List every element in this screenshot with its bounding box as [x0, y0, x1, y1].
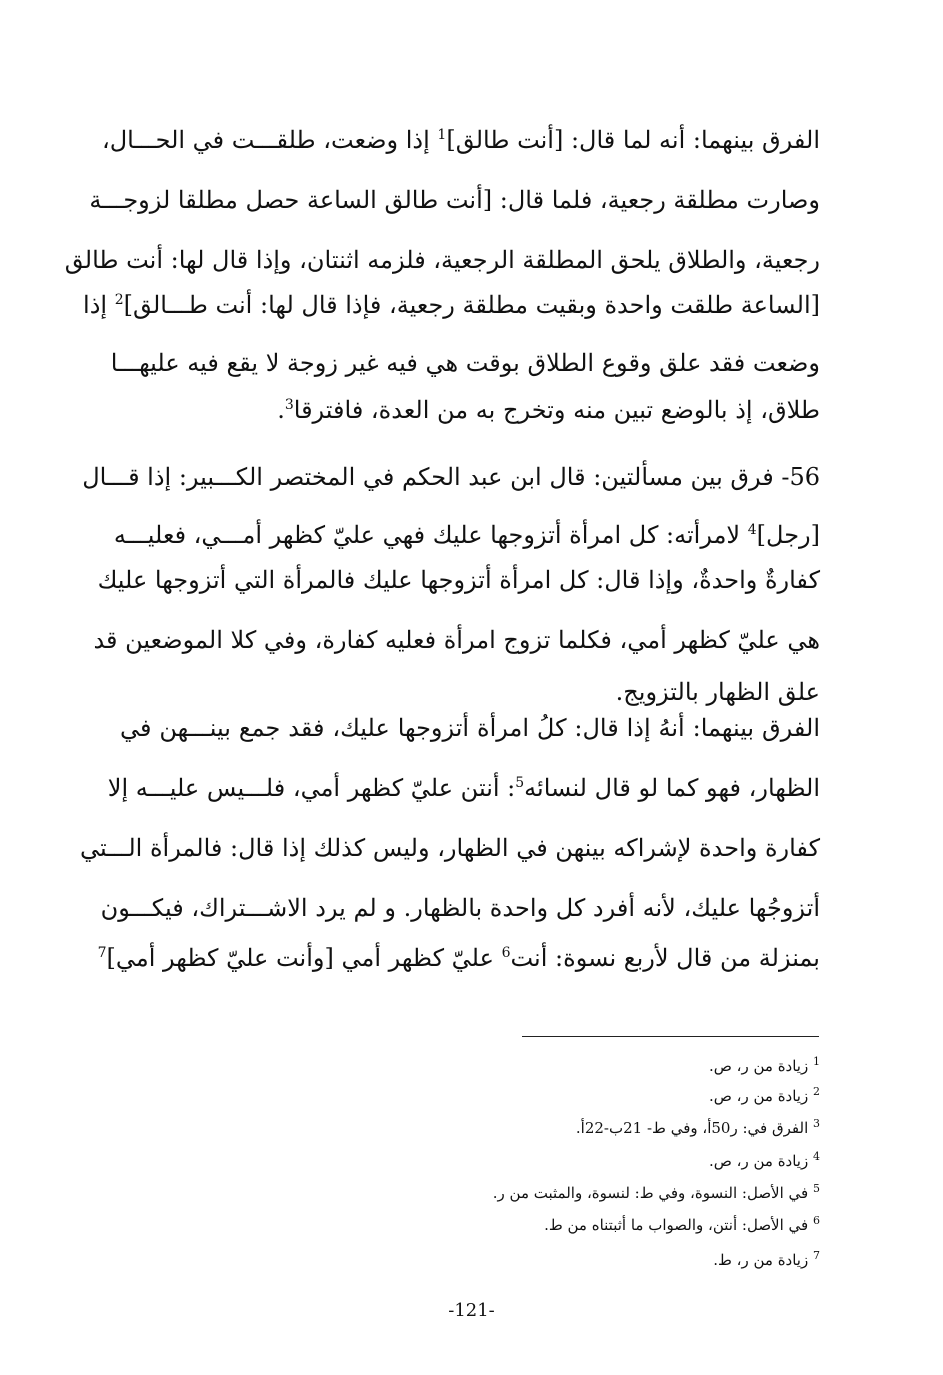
footnote-ref: 5	[515, 775, 525, 791]
footnote-separator	[522, 1036, 819, 1037]
footnote-text: في الأصل: النسوة، وفي ط: لنسوة، والمثبت من ر.	[492, 1184, 813, 1202]
footnote	[709, 1086, 820, 1106]
footnote-text: زيادة من ر، ط.	[713, 1251, 813, 1269]
footnote	[576, 1118, 820, 1138]
line-text-cont: عليّ كظهر أمي [وأنت عليّ كظهر أمي]	[106, 944, 502, 972]
line-text: بمنزلة من قال لأربع نسوة: أنت	[510, 944, 820, 972]
line-text: الظهار، فهو كما لو قال لنسائه	[524, 774, 820, 802]
footnote-text: زيادة من ر، ص.	[708, 1152, 813, 1170]
line-text: طلاق، إذ بالوضع تبين منه وتخرج به من العدة، فافترقا	[293, 396, 820, 424]
footnote	[493, 1183, 820, 1203]
body-line	[97, 565, 820, 595]
body-line	[113, 520, 820, 550]
body-line	[100, 893, 820, 923]
line-text: وصارت مطلقة رجعية، فلما قال: [أنت طالق الساعة حصل مطلقا لزوجـــة	[89, 186, 820, 214]
line-text-cont: إذا	[83, 291, 115, 319]
footnote-ref: 1	[437, 127, 447, 143]
body-line	[120, 395, 820, 425]
footnote-ref: 3	[284, 397, 294, 413]
footnote	[709, 1151, 820, 1171]
line-text: هي عليّ كظهر أمي، فكلما تزوج امرأة فعليه كفارة، وفي كلا الموضعين قد	[93, 626, 820, 654]
body-line	[120, 713, 820, 743]
footnote-number: 6	[813, 1214, 820, 1227]
footnote-text: الفرق في: ر50أ، وفي ط- 21ب-22أ.	[575, 1119, 813, 1137]
footnote-number: 7	[813, 1249, 820, 1262]
footnote-ref: 2	[114, 292, 124, 308]
line-text: [الساعة طلقت واحدة وبقيت مطلقة رجعية، فإذا قال لها: أنت طـــالق]	[123, 291, 820, 319]
body-line	[64, 245, 820, 275]
footnote-number: 2	[813, 1085, 820, 1098]
line-text: رجعية، والطلاق يلحق المطلقة الرجعية، فلزمه اثنتان، وإذا قال لها: أنت طالق	[64, 246, 820, 274]
body-line	[120, 677, 820, 707]
footnote-ref: 6	[501, 945, 511, 961]
body-line	[110, 348, 820, 378]
body-line	[80, 833, 820, 863]
body-line	[93, 625, 820, 655]
footnote-number: 1	[813, 1055, 820, 1068]
footnote-number: 5	[813, 1182, 820, 1195]
page-number: -121-	[448, 1300, 495, 1321]
line-text: كفارة واحدة لإشراكه بينهن في الظهار، وليس كذلك إذا قال: فالمرأة الـــتي	[80, 834, 820, 862]
line-text-cont: .	[277, 396, 285, 424]
line-text: علق الظهار بالتزويج.	[615, 678, 820, 706]
line-text: كفارةٌ واحدةٌ، وإذا قال: كل امرأة أتزوجها عليك فالمرأة التي أتزوجها عليك	[97, 566, 820, 594]
line-text-cont: : أنتن عليّ كظهر أمي، فلـــيس عليـــه إلا	[107, 774, 516, 802]
footnote-number: 4	[813, 1150, 820, 1163]
footnote	[544, 1215, 820, 1235]
body-line	[107, 773, 820, 803]
body-line	[83, 290, 820, 320]
footnote-ref: 7	[97, 945, 107, 961]
footnote-text: في الأصل: أنتن، والصواب ما أثبتناه من ط.	[544, 1216, 813, 1234]
body-line	[89, 185, 820, 215]
footnote	[713, 1250, 820, 1270]
footnote-number: 3	[813, 1117, 820, 1130]
line-text-cont: إذا وضعت، طلقـــت في الحـــال،	[101, 126, 438, 154]
line-text: الفرق بينهما: أنهُ إذا قال: كلُ امرأة أتزوجها عليك، فقد جمع بينـــهن في	[120, 714, 820, 742]
line-text: أتزوجُها عليك، لأنه أفرد كل واحدة بالظهار. و لم يرد الاشـــتراك، فيكـــون	[100, 894, 820, 922]
line-text: وضعت فقد علق وقوع الطلاق بوقت هي فيه غير زوجة لا يقع فيه عليهـــا	[110, 349, 820, 377]
body-line	[101, 125, 820, 155]
line-text-cont: لامرأته: كل امرأة أتزوجها عليك فهي عليّ كظهر أمـــي، فعليـــه	[113, 521, 748, 549]
body-line	[97, 943, 820, 973]
footnote-text: زيادة من ر، ص.	[708, 1087, 813, 1105]
line-text: الفرق بينهما: أنه لما قال: [أنت طالق]	[446, 126, 820, 154]
line-text: 56- فرق بين مسألتين: قال ابن عبد الحكم في المختصر الكـــبير: إذا قـــال	[82, 463, 820, 491]
line-text: [رجل]	[756, 521, 820, 549]
footnote-text: زيادة من ر، ص.	[708, 1057, 813, 1075]
body-line	[82, 462, 820, 492]
footnote-ref: 4	[747, 522, 757, 538]
footnote	[709, 1056, 820, 1076]
